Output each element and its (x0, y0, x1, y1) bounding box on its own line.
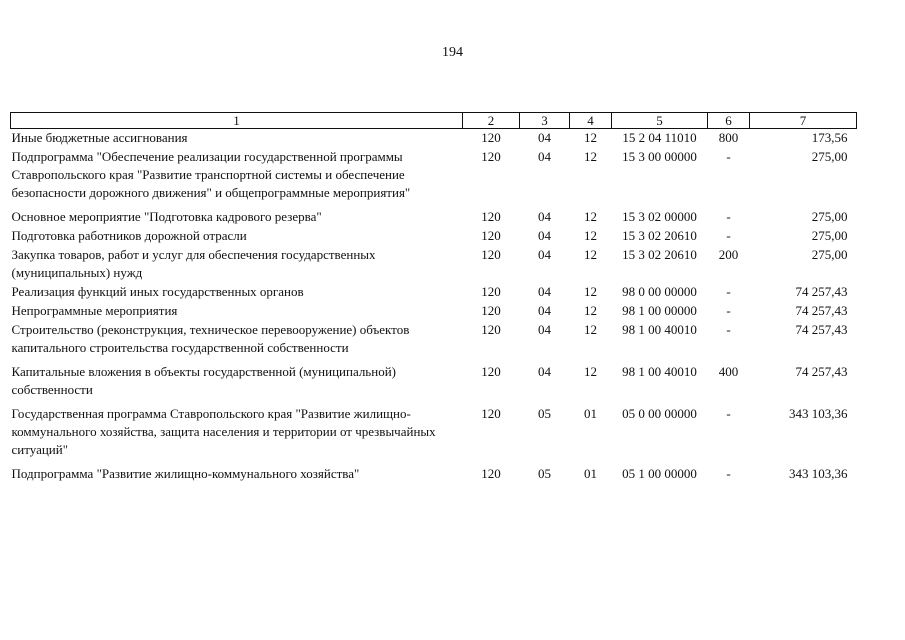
row-col-4: 12 (584, 247, 597, 262)
table-row (11, 129, 857, 149)
row-col-2: 120 (481, 130, 501, 145)
row-col-2: 120 (481, 284, 501, 299)
header-col-7: 7 (750, 113, 857, 129)
row-col-5: 98 0 00 00000 (622, 284, 697, 299)
row-name: Закупка товаров, работ и услуг для обеспечения государственных (муниципальных) нужд (11, 247, 376, 280)
row-col-2: 120 (481, 466, 501, 481)
row-col-4: 12 (584, 209, 597, 224)
row-col-6: - (726, 406, 731, 421)
row-col-5: 15 3 02 20610 (622, 228, 697, 243)
row-name: Непрограммные мероприятия (11, 303, 178, 318)
row-col-7: 74 257,43 (795, 322, 848, 337)
table-row (11, 405, 857, 465)
row-col-2: 120 (481, 149, 501, 164)
row-col-6: - (726, 303, 731, 318)
row-col-2: 120 (481, 322, 501, 337)
table-row (11, 148, 857, 208)
row-col-5: 98 1 00 00000 (622, 303, 697, 318)
row-name: Государственная программа Ставропольского края "Развитие жилищно-коммунального хозяйства, защита населения и территории от чрезвычайных ситуаций" (11, 406, 436, 457)
row-col-3: 04 (538, 303, 551, 318)
row-name: Реализация функций иных государственных органов (11, 284, 304, 299)
header-col-5: 5 (612, 113, 708, 129)
budget-table (10, 112, 857, 484)
row-col-4: 01 (584, 406, 597, 421)
row-name: Капитальные вложения в объекты государственной (муниципальной) собственности (11, 364, 396, 397)
row-col-7: 275,00 (811, 228, 848, 243)
row-col-7: 173,56 (811, 130, 848, 145)
row-col-7: 275,00 (811, 149, 848, 164)
row-name: Подпрограмма "Обеспечение реализации государственной программы Ставропольского края "Развитие транспортной системы и обеспечение безопасности дорожного движения" и общепрограммные мероприятия" (11, 149, 411, 200)
header-col-6: 6 (708, 113, 750, 129)
row-col-5: 98 1 00 40010 (622, 364, 697, 379)
row-col-4: 12 (584, 303, 597, 318)
row-col-6: - (726, 322, 731, 337)
row-col-6: - (726, 209, 731, 224)
row-col-3: 04 (538, 247, 551, 262)
row-col-2: 120 (481, 247, 501, 262)
table-row (11, 208, 857, 227)
row-col-5: 15 3 02 20610 (622, 247, 697, 262)
table-row (11, 363, 857, 405)
row-col-5: 05 0 00 00000 (622, 406, 697, 421)
row-col-2: 120 (481, 228, 501, 243)
row-col-6: 800 (718, 130, 739, 145)
row-col-3: 05 (538, 466, 551, 481)
row-col-6: - (726, 228, 731, 243)
header-col-4: 4 (570, 113, 612, 129)
row-col-6: 200 (718, 247, 739, 262)
row-col-3: 04 (538, 322, 551, 337)
header-col-2: 2 (463, 113, 520, 129)
row-col-4: 12 (584, 130, 597, 145)
header-col-3: 3 (520, 113, 570, 129)
row-col-3: 04 (538, 149, 551, 164)
row-col-5: 98 1 00 40010 (622, 322, 697, 337)
row-col-7: 74 257,43 (795, 284, 848, 299)
row-col-7: 275,00 (811, 209, 848, 224)
table-row (11, 283, 857, 302)
row-col-4: 12 (584, 322, 597, 337)
row-col-4: 01 (584, 466, 597, 481)
row-col-3: 04 (538, 364, 551, 379)
row-col-7: 343 103,36 (789, 466, 848, 481)
row-col-2: 120 (481, 303, 501, 318)
row-col-5: 15 2 04 11010 (622, 130, 697, 145)
row-col-3: 04 (538, 130, 551, 145)
row-col-3: 04 (538, 228, 551, 243)
row-col-4: 12 (584, 284, 597, 299)
row-name: Основное мероприятие "Подготовка кадрового резерва" (11, 209, 322, 224)
row-col-7: 343 103,36 (789, 406, 848, 421)
row-col-5: 05 1 00 00000 (622, 466, 697, 481)
table-row (11, 246, 857, 283)
row-col-7: 74 257,43 (795, 364, 848, 379)
row-col-6: - (726, 284, 731, 299)
row-col-2: 120 (481, 364, 501, 379)
table-header-row (11, 113, 857, 129)
header-col-1: 1 (11, 113, 463, 129)
row-col-5: 15 3 02 00000 (622, 209, 697, 224)
row-col-2: 120 (481, 406, 501, 421)
table-row (11, 465, 857, 484)
table-row (11, 302, 857, 321)
row-col-7: 74 257,43 (795, 303, 848, 318)
row-name: Подготовка работников дорожной отрасли (11, 228, 247, 243)
row-name: Подпрограмма "Развитие жилищно-коммунального хозяйства" (11, 466, 360, 481)
row-col-6: - (726, 149, 731, 164)
row-col-5: 15 3 00 00000 (622, 149, 697, 164)
row-col-7: 275,00 (811, 247, 848, 262)
row-col-3: 04 (538, 209, 551, 224)
row-col-3: 04 (538, 284, 551, 299)
row-col-4: 12 (584, 364, 597, 379)
row-name: Иные бюджетные ассигнования (11, 130, 188, 145)
row-col-4: 12 (584, 149, 597, 164)
row-col-2: 120 (481, 209, 501, 224)
row-col-6: - (726, 466, 731, 481)
row-col-3: 05 (538, 406, 551, 421)
page-number: 194 (442, 45, 463, 60)
table-row (11, 227, 857, 246)
table-row (11, 321, 857, 363)
row-name: Строительство (реконструкция, техническое перевооружение) объектов капитального строительства государственной собственности (11, 322, 410, 355)
row-col-6: 400 (718, 364, 739, 379)
row-col-4: 12 (584, 228, 597, 243)
